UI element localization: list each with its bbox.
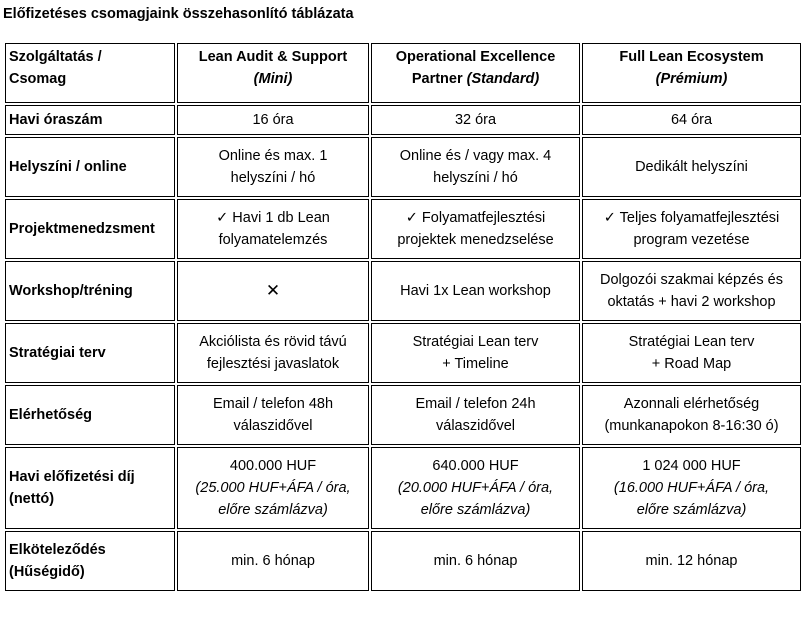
table-row-availability — [5, 385, 801, 445]
table-cell: Email / telefon 24h válaszidővel — [371, 385, 580, 445]
table-cell: Azonnali elérhetőség (munkanapokon 8-16:30 ó) — [582, 385, 801, 445]
price: 400.000 HUF — [229, 458, 317, 474]
table-row-commitment — [5, 531, 801, 591]
table-row-location — [5, 137, 801, 197]
header-service-line2: Csomag — [9, 71, 67, 87]
plan-name: Full Lean Ecosystem — [619, 49, 764, 65]
header-cell-service — [5, 43, 175, 103]
table-cell: min. 6 hónap — [177, 531, 369, 591]
table-cell: Email / telefon 48h válaszidővel — [177, 385, 369, 445]
table-cell: 64 óra — [582, 105, 801, 135]
table-row-strategy — [5, 323, 801, 383]
plan-tier: (Mini) — [253, 71, 293, 87]
row-label: Workshop/tréning — [5, 261, 175, 321]
plan-tier: (Prémium) — [655, 71, 728, 87]
row-label: Elérhetőség — [5, 385, 175, 445]
comparison-table — [3, 41, 803, 593]
row-label: Elköteleződés (Hűségidő) — [5, 531, 175, 591]
table-row-workshop — [5, 261, 801, 321]
table-cell: ✓ Teljes folyamatfejlesztési program vezetése — [582, 199, 801, 259]
header-service-line1: Szolgáltatás / — [9, 49, 102, 65]
plan-tier: (Standard) — [466, 71, 540, 87]
table-cell — [177, 261, 369, 321]
table-cell: min. 6 hónap — [371, 531, 580, 591]
header-cell-mini — [177, 43, 369, 103]
table-cell: ✓ Havi 1 db Lean folyamatelemzés — [177, 199, 369, 259]
table-cell: Online és / vagy max. 4 helyszíni / hó — [371, 137, 580, 197]
row-label: Havi előfizetési díj (nettó) — [5, 447, 175, 529]
table-cell: 1 024 000 HUF (16.000 HUF+ÁFA / óra, előre számlázva) — [582, 447, 801, 529]
table-cell: Stratégiai Lean terv + Road Map — [582, 323, 801, 383]
page-title: Előfizetéses csomagjaink összehasonlító táblázata — [3, 6, 354, 22]
table-cell: Stratégiai Lean terv + Timeline — [371, 323, 580, 383]
cross-icon: ✕ — [265, 281, 281, 300]
table-cell: 16 óra — [177, 105, 369, 135]
table-row-hours — [5, 105, 801, 135]
header-cell-standard — [371, 43, 580, 103]
price: 1 024 000 HUF — [642, 458, 741, 474]
table-cell: 32 óra — [371, 105, 580, 135]
row-label: Havi óraszám — [5, 105, 175, 135]
price: 640.000 HUF — [432, 458, 519, 474]
table-row-project — [5, 199, 801, 259]
table-cell: Dedikált helyszíni — [582, 137, 801, 197]
table-cell: 400.000 HUF (25.000 HUF+ÁFA / óra, előre számlázva) — [177, 447, 369, 529]
plan-subtitle — [181, 68, 365, 90]
table-cell: Dolgozói szakmai képzés és oktatás + havi 2 workshop — [582, 261, 801, 321]
row-label: Projektmenedzsment — [5, 199, 175, 259]
row-label: Stratégiai terv — [5, 323, 175, 383]
plan-name: Operational Excellence — [395, 49, 556, 65]
table-cell: Havi 1x Lean workshop — [371, 261, 580, 321]
plan-subtitle: Partner (Standard) — [411, 71, 540, 87]
table-cell: 640.000 HUF (20.000 HUF+ÁFA / óra, előre számlázva) — [371, 447, 580, 529]
table-cell: Akciólista és rövid távú fejlesztési javaslatok — [177, 323, 369, 383]
table-cell: min. 12 hónap — [582, 531, 801, 591]
table-row-fee — [5, 447, 801, 529]
table-cell: ✓ Folyamatfejlesztési projektek menedzselése — [371, 199, 580, 259]
row-label: Helyszíni / online — [5, 137, 175, 197]
plan-name: Lean Audit & Support — [198, 49, 348, 65]
header-row — [5, 43, 801, 103]
plan-subtitle — [586, 68, 797, 90]
table-cell: Online és max. 1 helyszíni / hó — [177, 137, 369, 197]
header-cell-premium — [582, 43, 801, 103]
